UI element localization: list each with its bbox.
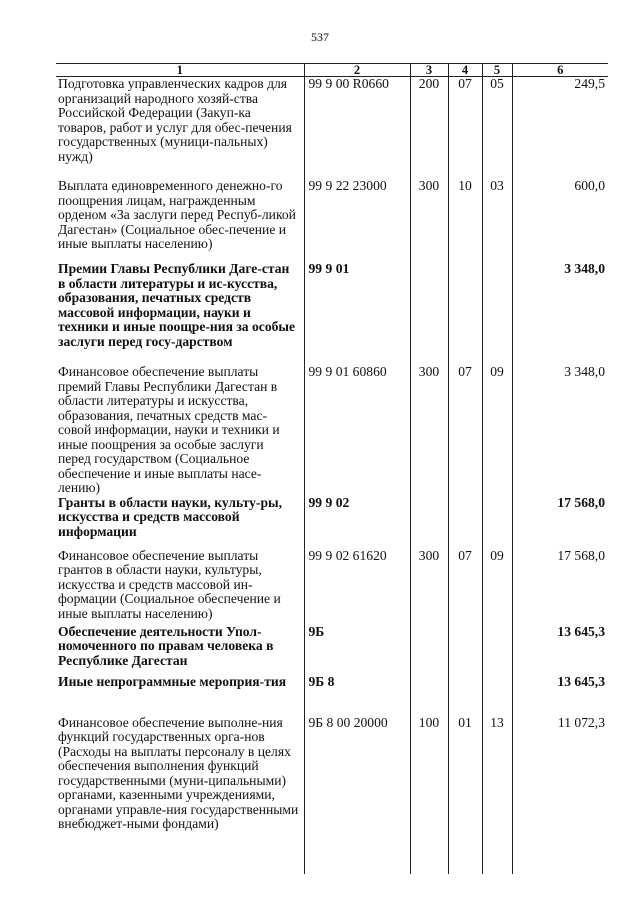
page-number: 537: [311, 30, 329, 44]
item-code: 99 9 01 60860: [304, 365, 410, 496]
item-name: Иные непрограммные мероприя-тия: [58, 673, 287, 689]
column-header: 6: [512, 64, 608, 77]
table-row: [56, 262, 608, 365]
item-vr: 300: [410, 365, 448, 496]
column-header: 4: [448, 64, 482, 77]
item-name: Подготовка управленческих кадров для организаций народного хозяй-ства Российской Федерации (Закуп-ка товаров, работ и услуг для обес-печения государственных (муници-пальных) нужд): [58, 76, 292, 164]
item-rz: [448, 625, 482, 675]
item-sum: 600,0: [512, 179, 608, 262]
item-code: 99 9 22 23000: [304, 179, 410, 262]
item-vr: [410, 496, 448, 549]
item-sum: 13 645,3: [512, 625, 608, 675]
item-rz: 10: [448, 179, 482, 262]
item-rz: [448, 496, 482, 549]
item-rz: 07: [448, 365, 482, 496]
item-code: 99 9 02 61620: [304, 549, 410, 625]
item-name: Обеспечение деятельности Упол-номоченного по правам человека в Республике Дагестан: [58, 623, 274, 668]
column-header: 5: [482, 64, 512, 77]
item-vr: 200: [410, 77, 448, 180]
table-row: [56, 716, 608, 846]
item-rz: [448, 675, 482, 716]
item-sum: 17 568,0: [512, 549, 608, 625]
item-vr: 300: [410, 179, 448, 262]
item-code: 9Б 8 00 20000: [304, 716, 410, 846]
table-row: [56, 496, 608, 549]
item-pr: 05: [482, 77, 512, 180]
table-row: [56, 365, 608, 496]
item-sum: 11 072,3: [512, 716, 608, 846]
item-name: Финансовое обеспечение выплаты грантов в области науки, культуры, искусства и средств массовой ин-формации (Социальное обеспечение и иные выплаты населению): [58, 547, 281, 621]
column-header: 3: [410, 64, 448, 77]
table-row: [56, 625, 608, 675]
table-tail-row: [56, 846, 608, 874]
item-name: Премии Главы Республики Даге-стан в области литературы и ис-кусства, образования, печатных средств массовой информации, науки и техники и иные поощре-ния за особые заслуги перед госу-дарством: [58, 261, 296, 349]
item-vr: [410, 262, 448, 365]
budget-table: [56, 63, 608, 874]
item-name: Финансовое обеспечение выполне-ния функций государственных орга-нов (Расходы на выплаты персоналу в целях обеспечения выполнения функций государственными (муни-ципальными) органами, казенными учреждениями, органами управле-ния государственными внебюджет-ными фондами): [58, 714, 299, 831]
item-pr: 09: [482, 549, 512, 625]
item-sum: 3 348,0: [512, 262, 608, 365]
item-rz: [448, 262, 482, 365]
table-row: [56, 179, 608, 262]
item-pr: [482, 262, 512, 365]
item-rz: 07: [448, 77, 482, 180]
item-pr: [482, 496, 512, 549]
column-header: 2: [304, 64, 410, 77]
item-pr: [482, 625, 512, 675]
table-row: [56, 675, 608, 716]
item-code: 99 9 00 R0660: [304, 77, 410, 180]
item-vr: [410, 675, 448, 716]
item-code: 9Б 8: [304, 675, 410, 716]
item-sum: 17 568,0: [512, 496, 608, 549]
item-vr: [410, 625, 448, 675]
item-sum: 249,5: [512, 77, 608, 180]
item-sum: 13 645,3: [512, 675, 608, 716]
table-row: [56, 549, 608, 625]
item-code: 99 9 01: [304, 262, 410, 365]
item-name: Гранты в области науки, культу-ры, искусства и средств массовой информации: [58, 494, 283, 539]
item-code: 9Б: [304, 625, 410, 675]
item-sum: 3 348,0: [512, 365, 608, 496]
item-pr: [482, 675, 512, 716]
column-header: 1: [56, 64, 304, 77]
item-code: 99 9 02: [304, 496, 410, 549]
item-name: Финансовое обеспечение выплаты премий Главы Республики Дагестан в области литературы и искусства, образования, печатных средств мас-совой информации, науки и техники и иные поощрения за особые заслуги перед государством (Социальное обеспечение и иные выплаты насе-лению): [58, 364, 280, 495]
table-row: [56, 77, 608, 180]
item-vr: 300: [410, 549, 448, 625]
item-pr: 13: [482, 716, 512, 846]
item-name: Выплата единовременного денежно-го поощрения лицам, награжденным орденом «За заслуги перед Респуб-ликой Дагестан» (Социальное обес-печение и иные выплаты населению): [58, 178, 296, 251]
item-vr: 100: [410, 716, 448, 846]
item-pr: 03: [482, 179, 512, 262]
item-pr: 09: [482, 365, 512, 496]
header-row: [56, 64, 608, 77]
item-rz: 07: [448, 549, 482, 625]
item-rz: 01: [448, 716, 482, 846]
